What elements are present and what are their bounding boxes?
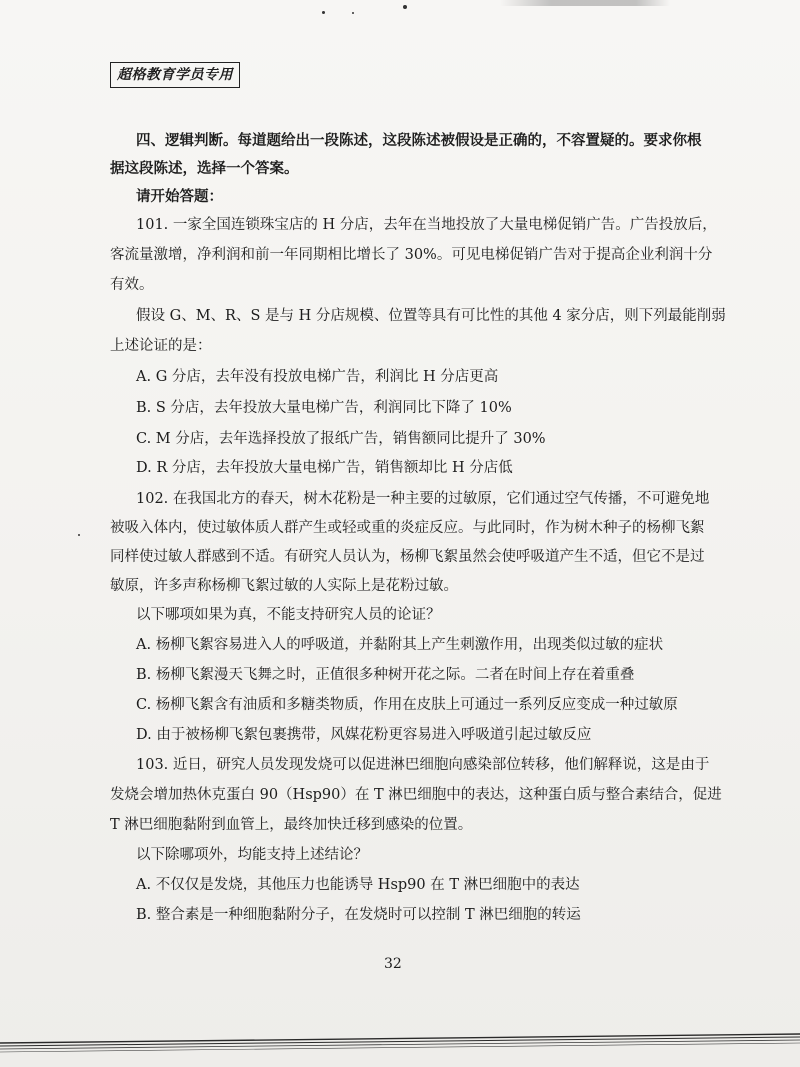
q102-question: 以下哪项如果为真，不能支持研究人员的论证？ bbox=[136, 607, 441, 623]
binding-edge-lines bbox=[0, 1015, 800, 1055]
q102-option-d: D. 由于被杨柳飞絮包裹携带，风媒花粉更容易进入呼吸道引起过敏反应 bbox=[136, 727, 592, 743]
section-header-line-1: 四、逻辑判断。每道题给出一段陈述，这段陈述被假设是正确的，不容置疑的。要求你根 bbox=[136, 132, 702, 149]
q101-stem-line-2: 客流量激增，净利润和前一年同期相比增长了 30%。可见电梯促销广告对于提高企业利润十分 bbox=[110, 247, 713, 263]
q103-option-a: A. 不仅仅是发烧，其他压力也能诱导 Hsp90 在 T 淋巴细胞中的表达 bbox=[136, 877, 580, 893]
q103-stem-line-2: 发烧会增加热休克蛋白 90（Hsp90）在 T 淋巴细胞中的表达，这种蛋白质与整合素结合，促进 bbox=[110, 787, 722, 803]
q101-question-line-1: 假设 G、M、R、S 是与 H 分店规模、位置等具有可比性的其他 4 家分店，则下列最能削弱 bbox=[136, 308, 726, 324]
q101-option-b: B. S 分店，去年投放大量电梯广告，利润同比下降了 10% bbox=[136, 400, 512, 416]
page-number: 32 bbox=[384, 956, 402, 972]
q102-stem-line-2: 被吸入体内，使过敏体质人群产生或轻或重的炎症反应。与此同时，作为树木种子的杨柳飞絮 bbox=[110, 520, 705, 536]
q102-option-a: A. 杨柳飞絮容易进入人的呼吸道，并黏附其上产生刺激作用，出现类似过敏的症状 bbox=[136, 637, 664, 653]
q103-option-b: B. 整合素是一种细胞黏附分子，在发烧时可以控制 T 淋巴细胞的转运 bbox=[136, 907, 581, 923]
q102-stem-line-3: 同样使过敏人群感到不适。有研究人员认为，杨柳飞絮虽然会使呼吸道产生不适，但它不是过 bbox=[110, 549, 705, 565]
scan-edge-shadow bbox=[500, 0, 670, 6]
q102-stem-line-1: 102. 在我国北方的春天，树木花粉是一种主要的过敏原，它们通过空气传播，不可避免地 bbox=[136, 491, 710, 507]
scan-speck bbox=[352, 12, 354, 14]
q101-option-d: D. R 分店，去年投放大量电梯广告，销售额却比 H 分店低 bbox=[136, 460, 513, 476]
institution-stamp: 超格教育学员专用 bbox=[110, 62, 240, 88]
q101-question-line-2: 上述论证的是： bbox=[110, 338, 212, 354]
q101-option-c: C. M 分店，去年选择投放了报纸广告，销售额同比提升了 30% bbox=[136, 431, 546, 447]
q101-stem-line-1: 101. 一家全国连锁珠宝店的 H 分店，去年在当地投放了大量电梯促销广告。广告投放后， bbox=[136, 217, 717, 233]
q101-stem-line-3: 有效。 bbox=[110, 277, 154, 293]
scan-speck bbox=[322, 11, 325, 14]
q101-option-a: A. G 分店，去年没有投放电梯广告，利润比 H 分店更高 bbox=[136, 369, 499, 385]
q102-option-b: B. 杨柳飞絮漫天飞舞之时，正值很多种树开花之际。二者在时间上存在着重叠 bbox=[136, 667, 635, 683]
start-prompt: 请开始答题： bbox=[136, 188, 223, 205]
scan-speck bbox=[78, 534, 80, 536]
scan-speck bbox=[403, 5, 407, 9]
q102-stem-line-4: 敏原，许多声称杨柳飞絮过敏的人实际上是花粉过敏。 bbox=[110, 578, 458, 594]
q102-option-c: C. 杨柳飞絮含有油质和多糖类物质，作用在皮肤上可通过一系列反应变成一种过敏原 bbox=[136, 697, 678, 713]
q103-stem-line-1: 103. 近日，研究人员发现发烧可以促进淋巴细胞向感染部位转移，他们解释说，这是由于 bbox=[136, 757, 710, 773]
section-header-line-2: 据这段陈述，选择一个答案。 bbox=[110, 160, 299, 177]
q103-stem-line-3: T 淋巴细胞黏附到血管上，最终加快迁移到感染的位置。 bbox=[110, 817, 473, 833]
q103-question: 以下除哪项外，均能支持上述结论？ bbox=[136, 847, 368, 863]
